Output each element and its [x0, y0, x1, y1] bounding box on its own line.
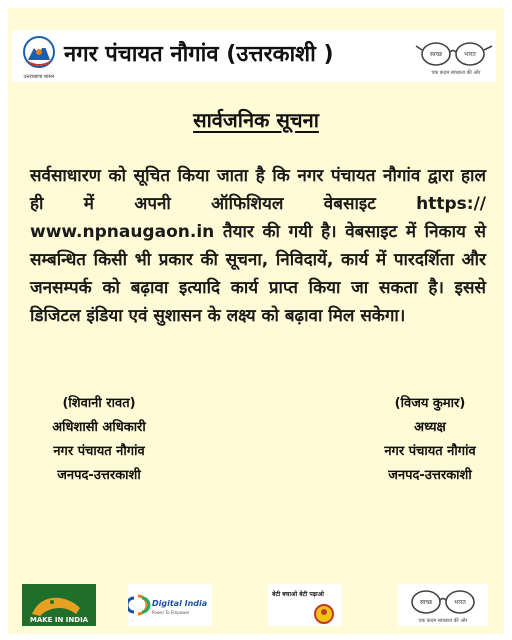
swachh-word-left: स्वच्छ — [429, 51, 443, 58]
swachh-bharat-spectacles-icon — [398, 584, 488, 626]
digital-india-text: Digital India — [152, 599, 208, 608]
swachh-word-left: स्वच्छ — [419, 599, 433, 606]
signatory-name: (विजय कुमार) — [394, 396, 466, 411]
swachh-bharat-logo — [398, 584, 488, 626]
digital-india-logo — [128, 584, 212, 626]
header-title: नगर पंचायत नौगांव (उत्तरकाशी ) — [64, 42, 334, 67]
emblem-caption: उत्तराखण्ड शासन — [23, 74, 55, 80]
signatory-district: जनपद-उत्तरकाशी — [57, 468, 141, 483]
signatory-designation: अधिशासी अधिकारी — [52, 420, 146, 435]
beti-bachao-logo — [268, 584, 342, 626]
signatory-district: जनपद-उत्तरकाशी — [388, 468, 472, 483]
beti-bachao-icon — [268, 584, 342, 626]
notice-title-text: सार्वजनिक सूचना — [193, 108, 319, 132]
signatory-designation: अध्यक्ष — [414, 420, 446, 435]
digital-india-tagline: Power To Empower — [152, 610, 190, 615]
swachh-word-right: भारत — [464, 51, 476, 58]
signature-block-right — [360, 392, 500, 488]
swachh-tagline: एक कदम स्वच्छता की ओर — [431, 70, 481, 76]
make-in-india-text: MAKE IN INDIA — [29, 616, 89, 624]
notice-title — [0, 106, 512, 133]
notice-body: सर्वसाधारण को सूचित किया जाता है कि नगर पंचायत नौगांव द्वारा हाल ही में अपनी ऑफिशियल वेबसाइट https:// www.npnaugaon.in तैयार की गयी है। वेबसाइट में निकाय से सम्बन्धित किसी भी प्रकार की सूचना, निविदायें, कार्य में पारदर्शिता और जनसम्पर्क को बढ़ावा इत्यादि कार्य प्राप्त किया जा सकता है। इससे डिजिटल इंडिया एवं सुशासन के लक्ष्य को बढ़ावा मिल सकेगा। — [30, 166, 486, 326]
signatory-name: (शिवानी रावत) — [62, 396, 136, 411]
signatory-office: नगर पंचायत नौगांव — [384, 444, 476, 459]
signature-block-left — [34, 392, 164, 488]
signatory-office: नगर पंचायत नौगांव — [53, 444, 145, 459]
digital-india-icon — [128, 584, 212, 626]
make-in-india-logo — [22, 584, 96, 626]
bbbp-text: बेटी बचाओ बेटी पढ़ाओ — [272, 591, 324, 598]
lion-icon — [22, 584, 96, 626]
swachh-tagline: एक कदम स्वच्छता की ओर — [418, 618, 468, 624]
swachh-word-right: भारत — [454, 599, 466, 606]
